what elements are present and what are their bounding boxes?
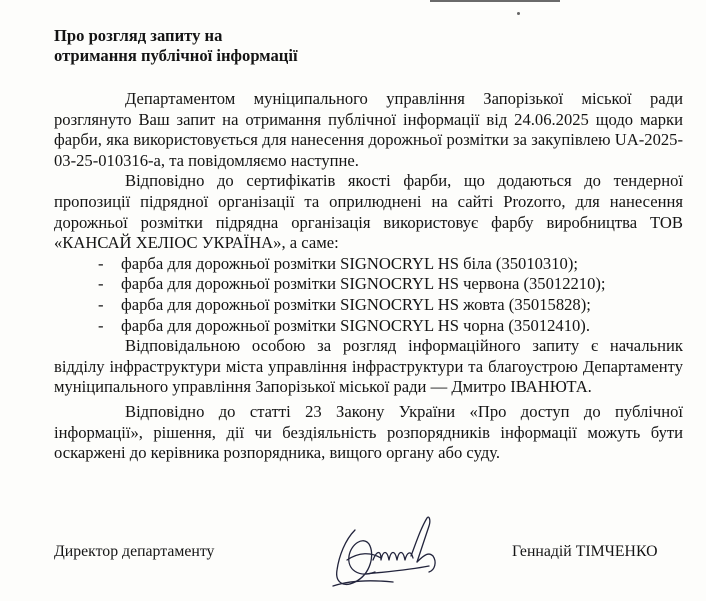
- list-item: - фарба для дорожньої розмітки SIGNOCRYL HS чорна (35012410).: [54, 316, 683, 337]
- letter-subject: [54, 26, 298, 66]
- responsible-paragraph: Відповідальною особою за розгляд інформаційного запиту є начальник відділу інфраструктури міста управління інфраструктури та благоустрою Департаменту муніципального управління Запорізької міської ради — Дмитро ІВАНЮТА.: [54, 336, 683, 397]
- handwritten-signature: [325, 512, 465, 598]
- scan-mark: [517, 12, 520, 15]
- director-title: Директор департаменту: [54, 543, 215, 560]
- paint-list: [54, 254, 683, 336]
- subject-line-1: Про розгляд запиту на: [54, 26, 223, 45]
- signer-name: Геннадій ТІМЧЕНКО: [512, 543, 658, 560]
- letter-body: [54, 89, 683, 464]
- list-item: - фарба для дорожньої розмітки SIGNOCRYL HS жовта (35015828);: [54, 295, 683, 316]
- list-item: - фарба для дорожньої розмітки SIGNOCRYL HS біла (35010310);: [54, 254, 683, 275]
- top-edge-line: [430, 0, 560, 2]
- subject-line-2: отримання публічної інформації: [54, 46, 298, 65]
- appeal-paragraph: Відповідно до статті 23 Закону України «Про доступ до публічної інформації», рішення, дії чи бездіяльність розпорядників інформації можуть бути оскаржені до керівника розпорядника, вищого органу або суду.: [54, 401, 683, 463]
- intro-paragraph: Департаментом муніципального управління Запорізької міської ради розглянуто Ваш запит на отримання публічної інформації від 24.06.2025 щодо марки фарби, яка використовується для нанесення дорожньої розмітки за закупівлею UA-2025-03-25-010316-а, та повідомляємо наступне.: [54, 89, 683, 170]
- certificate-paragraph: Відповідно до сертифікатів якості фарби, що додаються до тендерної пропозиції підрядної організації та оприлюднені на сайті Prozorro, для нанесення дорожньої розмітки підрядна організація використовує фарбу виробництва ТОВ «КАНСАЙ ХЕЛІОС УКРАЇНА», а саме:: [54, 171, 683, 253]
- list-item: - фарба для дорожньої розмітки SIGNOCRYL HS червона (35012210);: [54, 274, 683, 295]
